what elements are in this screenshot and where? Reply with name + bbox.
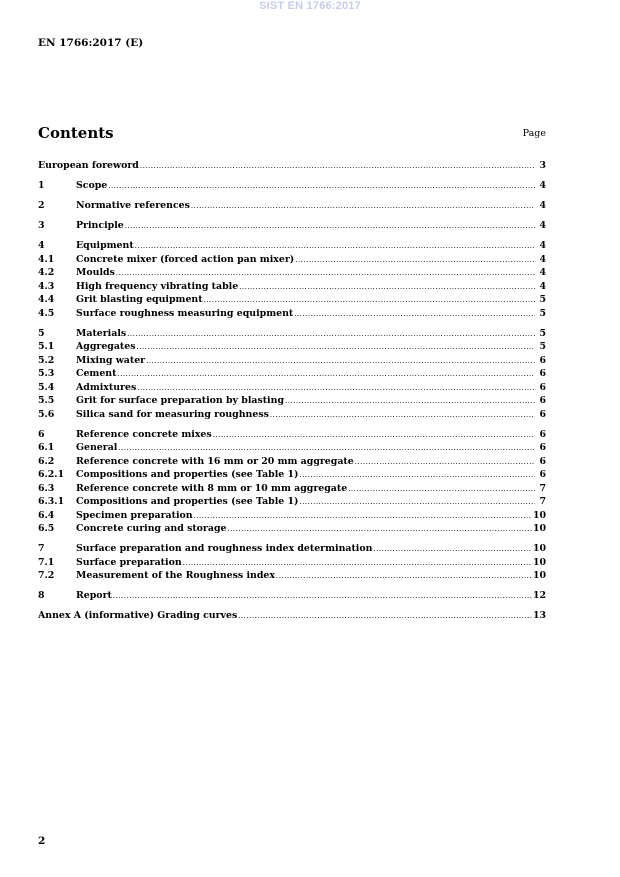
toc-entry-number: 4 [38,240,45,251]
dot-leader [194,510,532,524]
toc-entry-page: 6 [539,408,546,420]
toc-entry[interactable] [38,219,546,233]
toc-entry-page: 6 [539,395,546,406]
dot-leader [239,281,535,295]
toc-entry-number: 7.1 [38,556,55,568]
dot-leader [135,240,535,254]
toc-entry-page: 10 [532,509,546,521]
dot-leader [299,496,535,510]
dot-leader [137,382,535,396]
watermark: SIST EN 1766:2017 [259,0,361,12]
toc-entry-page: 5 [539,307,546,319]
toc-entry-page: 6 [539,354,546,366]
dot-leader [183,557,532,571]
toc-entry-title: Equipment [76,240,134,251]
toc-entry-page: 6 [539,442,546,453]
toc-entry-number: 6.3 [38,482,55,494]
toc-entry-title: European foreword [38,160,139,171]
toc-entry-number: 5 [38,327,45,339]
toc-entry-page: 10 [532,556,546,568]
toc-entry-page: 6 [539,368,546,379]
toc-entry-title: Surface preparation and roughness index determination [76,543,373,554]
toc-entry-title: Grit for surface preparation by blasting [76,395,284,406]
toc-entry-page: 10 [532,523,546,534]
toc-entry-number: 7.2 [38,570,55,581]
toc-entry[interactable] [38,199,546,213]
toc-entry[interactable] [38,569,546,583]
toc-entry-page: 4 [539,280,546,292]
toc-entry-number: 6.2.1 [38,469,65,480]
toc-entry-page: 4 [539,180,546,191]
toc-entry[interactable] [38,589,546,603]
toc-entry-page: 6 [539,455,546,467]
toc-entry-title: Annex A (informative) Grading curves [38,610,238,621]
toc-entry-title: High frequency vibrating table [76,280,239,292]
toc-entry[interactable] [38,266,546,280]
toc-entry-page: 3 [539,160,546,171]
toc-entry-number: 6.1 [38,442,55,453]
dot-leader [238,610,532,624]
dot-leader [191,200,535,214]
toc-entry-title: General [76,442,118,453]
toc-entry-title: Concrete mixer (forced action pan mixer) [76,253,295,265]
toc-entry-title: Compositions and properties (see Table 1) [76,496,299,507]
dot-leader [118,442,535,456]
toc-entry-number: 5.5 [38,395,55,406]
toc-entry-page: 4 [539,253,546,265]
toc-entry[interactable] [38,394,546,408]
toc-entry-title: Materials [76,327,127,339]
toc-entry-title: Normative references [76,200,190,211]
toc-entry[interactable] [38,280,546,294]
toc-entry-title: Compositions and properties (see Table 1) [76,469,299,480]
toc-entry-title: Mixing water [76,354,146,366]
toc-entry[interactable] [38,495,546,509]
dot-leader [140,160,535,174]
toc-entry-number: 5.4 [38,381,55,393]
toc-entry-page: 4 [539,267,546,278]
toc-entry[interactable] [38,441,546,455]
toc-entry-number: 6.2 [38,455,55,467]
toc-entry[interactable] [38,542,546,556]
toc-entry[interactable] [38,509,546,523]
toc-entry[interactable] [38,179,546,193]
dot-leader [137,341,536,355]
toc-entry-page: 12 [532,590,546,601]
toc-entry[interactable] [38,340,546,354]
toc-entry[interactable] [38,428,546,442]
toc-entry-page: 6 [539,469,546,480]
toc-entry-page: 4 [539,220,546,231]
toc-entry[interactable] [38,327,546,341]
page-column-label: Page [522,128,546,139]
dot-leader [373,543,532,557]
toc-entry-number: 5.3 [38,368,55,379]
toc-entry-page: 7 [539,496,546,507]
document-id: EN 1766:2017 (E) [38,37,144,49]
toc-entry[interactable] [38,354,546,368]
dot-leader [127,328,535,342]
toc-entry-number: 6.3.1 [38,496,65,507]
toc-entry-title: Specimen preparation [76,509,193,521]
toc-entry[interactable] [38,408,546,422]
dot-leader [116,267,535,281]
toc-entry-page: 6 [539,428,546,440]
dot-leader [204,294,535,308]
toc-entry-title: Concrete curing and storage [76,523,227,534]
toc-entry-page: 7 [539,482,546,494]
toc-entry-page: 5 [539,327,546,339]
toc-entry-number: 3 [38,220,45,231]
toc-entry-number: 4.3 [38,280,55,292]
toc-entry-title: Reference concrete mixes [76,428,212,440]
toc-entry-title: Admixtures [76,381,137,393]
toc-entry-number: 1 [38,180,45,191]
toc-entry[interactable] [38,468,546,482]
toc-entry-number: 5.1 [38,341,55,352]
dot-leader [294,308,535,322]
dot-leader [285,395,535,409]
toc-entry-annex[interactable] [38,609,546,623]
toc-entry-title: Cement [76,368,117,379]
toc-entry-title: Silica sand for measuring roughness [76,408,269,420]
page-number: 2 [38,835,46,847]
toc-entry-number: 6 [38,428,45,440]
toc-entry-page: 5 [539,341,546,352]
toc-entry[interactable] [38,253,546,267]
toc-entry-number: 5.2 [38,354,55,366]
dot-leader [276,570,532,584]
toc-entry[interactable] [38,522,546,536]
table-of-contents [38,159,546,623]
dot-leader [108,180,535,194]
toc-entry-number: 4.5 [38,307,55,319]
dot-leader [299,469,535,483]
toc-entry-title: Reference concrete with 16 mm or 20 mm aggregate [76,455,354,467]
dot-leader [348,483,535,497]
toc-entry-number: 6.4 [38,509,55,521]
toc-entry[interactable] [38,367,546,381]
dot-leader [125,220,535,234]
toc-entry-number: 7 [38,543,45,554]
toc-entry[interactable] [38,455,546,469]
toc-entry-page: 13 [532,610,546,621]
toc-entry-page: 6 [539,381,546,393]
toc-entry[interactable] [38,293,546,307]
toc-entry-page: 4 [539,240,546,251]
toc-entry-title: Measurement of the Roughness index [76,570,275,581]
toc-entry[interactable] [38,239,546,253]
dot-leader [117,368,535,382]
dot-leader [227,523,531,537]
toc-entry-title: Scope [76,180,108,191]
toc-entry-number: 8 [38,590,45,601]
toc-entry[interactable] [38,381,546,395]
toc-entry-page: 4 [539,200,546,211]
toc-entry-page: 5 [539,294,546,305]
toc-entry-number: 2 [38,200,45,211]
toc-entry-page: 10 [532,570,546,581]
toc-entry-title: Aggregates [76,341,136,352]
dot-leader [113,590,532,604]
toc-entry-title: Moulds [76,267,115,278]
toc-entry-title: Report [76,590,112,601]
toc-entry-number: 5.6 [38,408,55,420]
dot-leader [146,355,535,369]
toc-entry-number: 4.2 [38,267,55,278]
dot-leader [295,254,535,268]
toc-entry[interactable] [38,482,546,496]
toc-entry-title: Principle [76,220,124,231]
toc-entry-number: 6.5 [38,523,55,534]
dot-leader [270,409,535,423]
toc-entry-title: Surface roughness measuring equipment [76,307,294,319]
toc-entry-foreword[interactable] [38,159,546,173]
toc-entry-page: 10 [532,543,546,554]
toc-entry[interactable] [38,307,546,321]
contents-heading: Contents [38,124,114,142]
toc-entry-title: Surface preparation [76,556,182,568]
toc-entry-title: Grit blasting equipment [76,294,203,305]
dot-leader [213,429,535,443]
dot-leader [355,456,535,470]
toc-entry-number: 4.1 [38,253,55,265]
toc-entry-title: Reference concrete with 8 mm or 10 mm aggregate [76,482,348,494]
toc-entry[interactable] [38,556,546,570]
toc-entry-number: 4.4 [38,294,55,305]
